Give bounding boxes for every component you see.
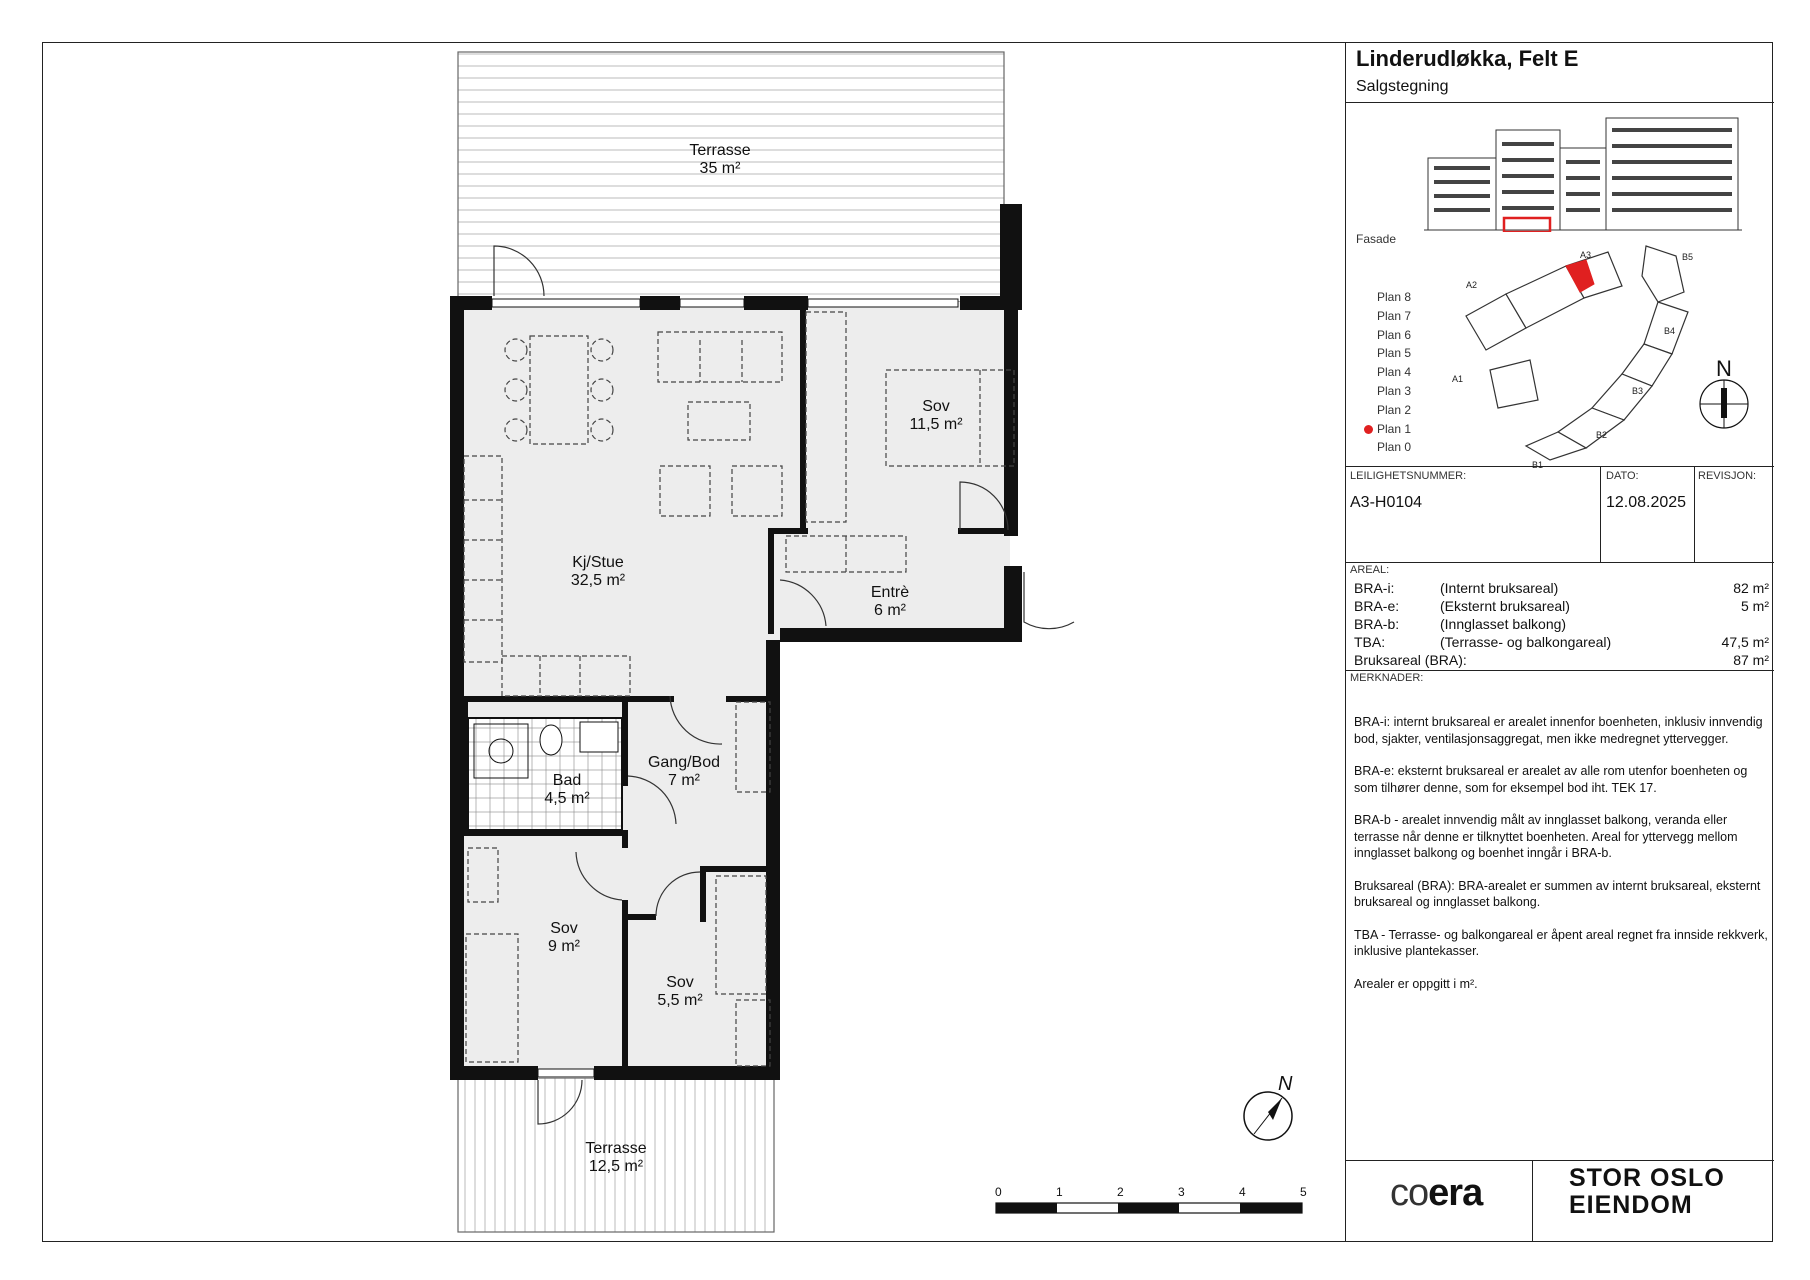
scale-tick-2: 2 bbox=[1117, 1185, 1124, 1199]
bldg-label-b1: B1 bbox=[1532, 460, 1544, 470]
plan-4[interactable]: Plan 4 bbox=[1377, 365, 1412, 380]
facade-drawing bbox=[1424, 114, 1744, 232]
notes-label: MERKNADER: bbox=[1350, 672, 1424, 684]
date-value: 12.08.2025 bbox=[1606, 494, 1687, 511]
scale-tick-3: 3 bbox=[1178, 1185, 1185, 1199]
area-row-bra-b: BRA-b: (Innglasset balkong) bbox=[1354, 616, 1567, 632]
site-north-label: N bbox=[1716, 356, 1732, 381]
area-row-bra-e: BRA-e: (Eksternt bruksareal) 5 m² bbox=[1354, 598, 1769, 614]
stor-oslo-eiendom-logo: STOR OSLO EIENDOM bbox=[1569, 1164, 1725, 1219]
apt-number-label: LEILIGHETSNUMMER: bbox=[1350, 470, 1467, 482]
bldg-label-b5: B5 bbox=[1682, 252, 1694, 262]
scale-tick-1: 1 bbox=[1056, 1185, 1063, 1199]
date-label: DATO: bbox=[1606, 470, 1639, 482]
site-plan bbox=[1446, 236, 1766, 472]
note-bra-i: BRA-i: internt bruksareal er arealet innenfor boenheten, inklusiv innvendig bod, sjakter, ventilasjonsaggregat, men ikke medregnet yttervegger. bbox=[1354, 715, 1763, 746]
plan-8[interactable]: Plan 8 bbox=[1377, 290, 1412, 304]
note-bra-e: BRA-e: eksternt bruksareal er arealet av alle rom utenfor boenheten og som tilhører denne, som for eksempel bod iht. TEK 17. bbox=[1354, 764, 1748, 795]
note-bra-b: BRA-b - arealet innvendig målt av innglasset balkong, veranda eller terrasse når denne er tilknyttet boenheten. Areal for yttervegg mellom innglasset balkong og boenhet inngår i BRA-b. bbox=[1354, 813, 1738, 860]
area-label: AREAL: bbox=[1350, 564, 1390, 576]
plan-6[interactable]: Plan 6 bbox=[1377, 327, 1412, 342]
note-units: Arealer er oppgitt i m². bbox=[1354, 976, 1478, 991]
note-tba: TBA - Terrasse- og balkongareal er åpent areal regnet fra innside rekkverk, inklusive plantekasser. bbox=[1354, 927, 1768, 958]
room-label-entry: Entrè 6 m² bbox=[870, 584, 910, 619]
area-row-bra-total: Bruksareal (BRA): 87 m² bbox=[1354, 652, 1769, 668]
scale-tick-0: 0 bbox=[995, 1185, 1002, 1199]
plan-3[interactable]: Plan 3 bbox=[1377, 383, 1412, 398]
notes-text bbox=[1354, 714, 1772, 1008]
plan-1-current[interactable]: Plan 1 bbox=[1377, 420, 1411, 439]
room-label-bath: Bad 4,5 m² bbox=[544, 772, 590, 807]
plan-list bbox=[1377, 288, 1411, 457]
bldg-label-b2: B2 bbox=[1596, 430, 1608, 440]
room-label-bedroom-2: Sov 9 m² bbox=[548, 920, 580, 955]
scale-bar bbox=[996, 1203, 1302, 1213]
coera-logo: coera bbox=[1390, 1172, 1483, 1214]
scale-tick-5: 5 bbox=[1300, 1185, 1307, 1199]
scale-tick-4: 4 bbox=[1239, 1185, 1246, 1199]
note-bra-total: Bruksareal (BRA): BRA-arealet er summen av internt bruksareal, eksternt bruksareal og innglasset balkong. bbox=[1354, 878, 1761, 909]
north-arrow bbox=[1244, 1092, 1292, 1140]
plan-5[interactable]: Plan 5 bbox=[1377, 346, 1412, 361]
plan-7[interactable]: Plan 7 bbox=[1377, 308, 1412, 323]
room-label-bedroom-1: Sov 11,5 m² bbox=[909, 398, 963, 433]
bldg-label-a3: A3 bbox=[1580, 250, 1592, 260]
bldg-label-b3: B3 bbox=[1632, 386, 1644, 396]
title-block bbox=[1345, 42, 1773, 1242]
bldg-label-a2: A2 bbox=[1466, 280, 1478, 290]
plan-0[interactable]: Plan 0 bbox=[1377, 440, 1412, 455]
room-label-terrace-top: Terrasse 35 m² bbox=[689, 142, 751, 177]
project-subtitle: Salgstegning bbox=[1356, 78, 1449, 95]
bldg-label-b4: B4 bbox=[1664, 326, 1676, 336]
room-label-hall: Gang/Bod 7 m² bbox=[647, 754, 721, 789]
north-label: N bbox=[1278, 1073, 1293, 1095]
room-label-bedroom-3: Sov 5,5 m² bbox=[657, 974, 703, 1009]
bldg-label-a1: A1 bbox=[1452, 374, 1464, 384]
apt-number: A3-H0104 bbox=[1350, 494, 1423, 511]
project-title: Linderudløkka, Felt E bbox=[1356, 46, 1579, 71]
area-row-bra-i: BRA-i: (Internt bruksareal) 82 m² bbox=[1354, 580, 1769, 596]
area-row-tba: TBA: (Terrasse- og balkongareal) 47,5 m² bbox=[1354, 634, 1769, 650]
room-label-terrace-bottom: Terrasse 12,5 m² bbox=[585, 1140, 647, 1175]
site-north-arrow bbox=[1700, 380, 1748, 428]
revision-label: REVISJON: bbox=[1698, 470, 1757, 482]
plan-2[interactable]: Plan 2 bbox=[1377, 402, 1412, 417]
room-label-living: Kj/Stue 32,5 m² bbox=[570, 554, 626, 589]
facade-label: Fasade bbox=[1356, 232, 1397, 246]
